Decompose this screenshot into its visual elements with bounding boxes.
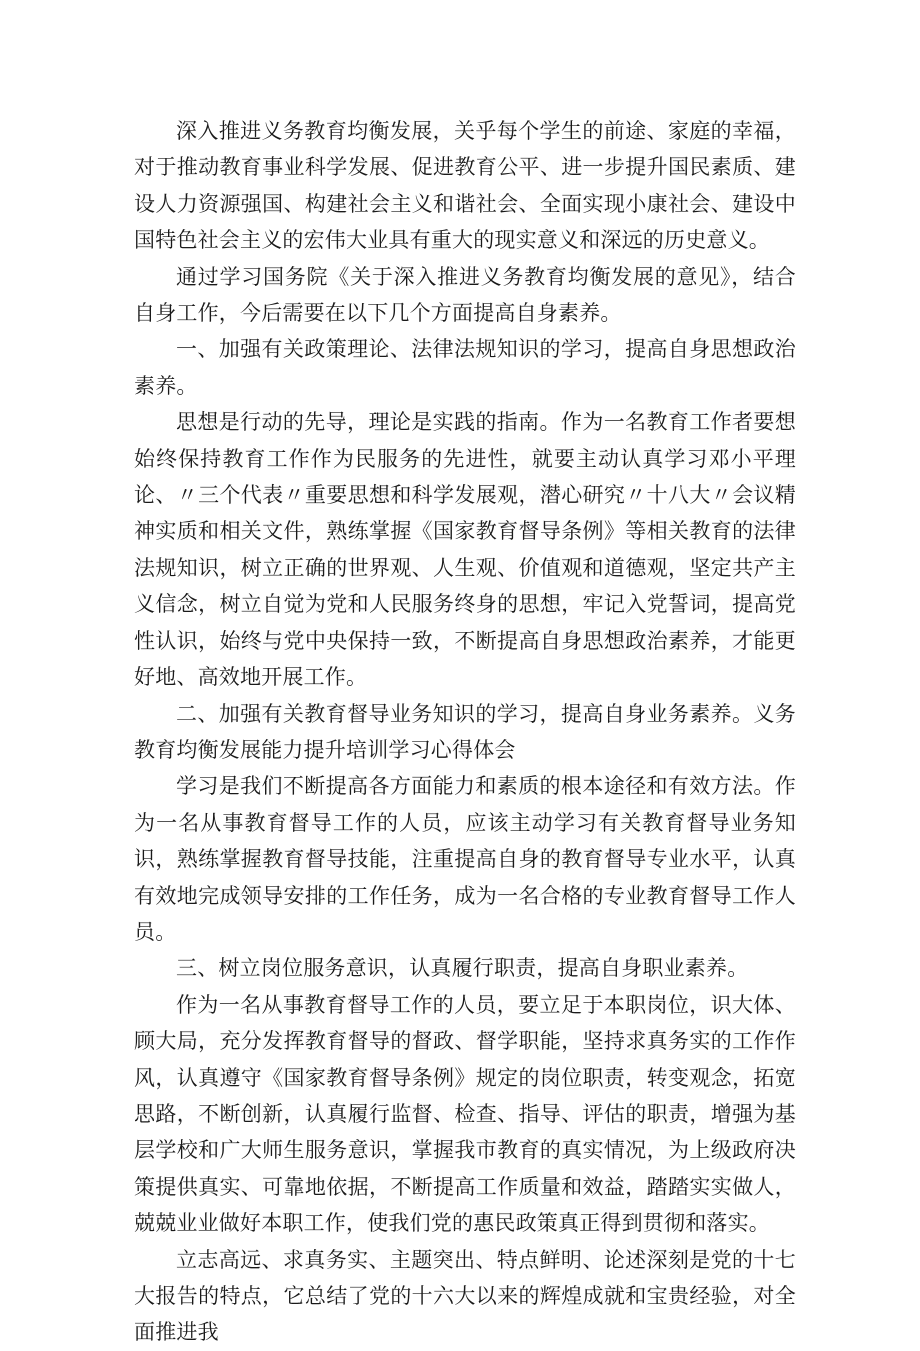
paragraph-study: 通过学习国务院《关于深入推进义务教育均衡发展的意见》，结合自身工作，今后需要在以下几个方面提高自身素养。 (134, 264, 796, 326)
section-heading-1: 一、加强有关政策理论、法律法规知识的学习，提高自身思想政治素养。 (134, 337, 796, 398)
paragraph-section-3: 作为一名从事教育督导工作的人员，要立足于本职岗位，识大体、顾大局，充分发挥教育督导的督政、督学职能，坚持求真务实的工作作风，认真遵守《国家教育督导条例》规定的岗位职责，转变观念，拓宽思路，不断创新，认真履行监督、检查、指导、评估的职责，增强为基层学校和广大师生服务意识，掌握我市教育的真实情况，为上级政府决策提供真实、可靠地依据，不断提高工作质量和效益，踏踏实实做人，兢兢业业做好本职工作，使我们党的惠民政策真正得到贯彻和落实。 (134, 992, 796, 1236)
section-heading-3: 三、树立岗位服务意识，认真履行职责，提高自身职业素养。 (176, 956, 749, 981)
document-body (134, 113, 796, 1351)
paragraph-section-2: 学习是我们不断提高各方面能力和素质的根本途径和有效方法。作为一名从事教育督导工作的人员，应该主动学习有关教育督导业务知识，熟练掌握教育督导技能，注重提高自身的教育督导专业水平，认真有效地完成领导安排的工作任务，成为一名合格的专业教育督导工作人员。 (134, 774, 796, 944)
paragraph-intro: 深入推进义务教育均衡发展，关乎每个学生的前途、家庭的幸福，对于推动教育事业科学发展、促进教育公平、进一步提升国民素质、建设人力资源强国、构建社会主义和谐社会、全面实现小康社会、建设中国特色社会主义的宏伟大业具有重大的现实意义和深远的历史意义。 (134, 119, 796, 253)
paragraph-closing: 立志高远、求真务实、主题突出、特点鲜明、论述深刻是党的十七大报告的特点，它总结了党的十六大以来的辉煌成就和宝贵经验，对全面推进我 (134, 1247, 796, 1345)
paragraph-section-1: 思想是行动的先导，理论是实践的指南。作为一名教育工作者要想始终保持教育工作作为民服务的先进性，就要主动认真学习邓小平理论、〃三个代表〃重要思想和科学发展观，潜心研究〃十八大〃会议精神实质和相关文件，熟练掌握《国家教育督导条例》等相关教育的法律法规知识，树立正确的世界观、人生观、价值观和道德观，坚定共产主义信念，树立自觉为党和人民服务终身的思想，牢记入党誓词，提高党性认识，始终与党中央保持一致，不断提高自身思想政治素养，才能更好地、高效地开展工作。 (134, 410, 796, 690)
section-heading-2: 二、加强有关教育督导业务知识的学习，提高自身业务素养。义务教育均衡发展能力提升培训学习心得体会 (134, 701, 796, 762)
